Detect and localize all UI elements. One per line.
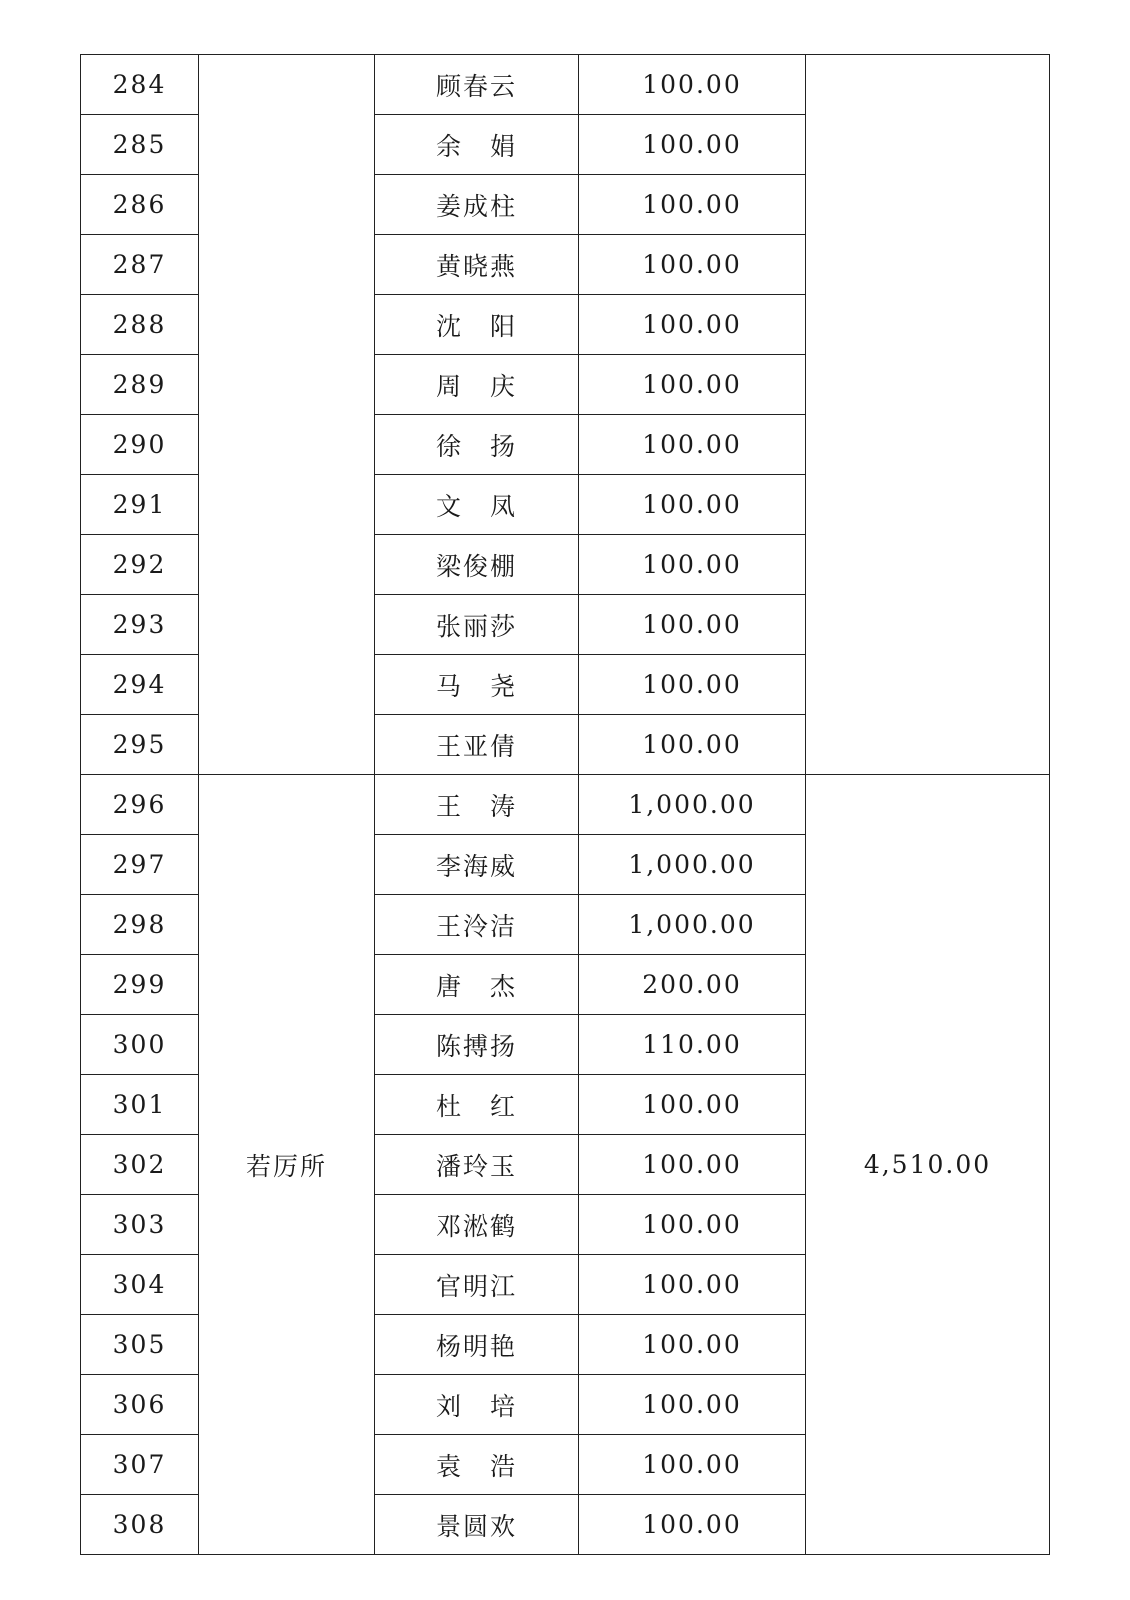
donation-ledger-table — [80, 54, 1050, 1555]
row-number-cell: 289 — [81, 355, 199, 415]
unit-cell: 若厉所 — [199, 775, 375, 1555]
row-number-cell: 305 — [81, 1315, 199, 1375]
amount-cell: 100.00 — [579, 235, 806, 295]
amount-cell: 100.00 — [579, 175, 806, 235]
amount-cell: 100.00 — [579, 1435, 806, 1495]
name-cell: 马 尧 — [375, 655, 579, 715]
row-number-cell: 293 — [81, 595, 199, 655]
table-row — [81, 775, 1050, 835]
amount-cell: 100.00 — [579, 1135, 806, 1195]
amount-cell: 100.00 — [579, 1195, 806, 1255]
row-number-cell: 307 — [81, 1435, 199, 1495]
amount-cell: 100.00 — [579, 535, 806, 595]
row-number-cell: 302 — [81, 1135, 199, 1195]
name-cell: 李海威 — [375, 835, 579, 895]
group-total-cell — [806, 55, 1050, 775]
row-number-cell: 296 — [81, 775, 199, 835]
row-number-cell: 300 — [81, 1015, 199, 1075]
name-cell: 顾春云 — [375, 55, 579, 115]
row-number-cell: 294 — [81, 655, 199, 715]
ledger-body — [81, 55, 1050, 1555]
name-cell: 袁 浩 — [375, 1435, 579, 1495]
amount-cell: 100.00 — [579, 355, 806, 415]
amount-cell: 100.00 — [579, 415, 806, 475]
row-number-cell: 286 — [81, 175, 199, 235]
unit-cell — [199, 55, 375, 775]
name-cell: 杨明艳 — [375, 1315, 579, 1375]
table-row — [81, 55, 1050, 115]
amount-cell: 100.00 — [579, 1375, 806, 1435]
amount-cell: 110.00 — [579, 1015, 806, 1075]
amount-cell: 100.00 — [579, 1495, 806, 1555]
row-number-cell: 297 — [81, 835, 199, 895]
amount-cell: 100.00 — [579, 655, 806, 715]
row-number-cell: 288 — [81, 295, 199, 355]
name-cell: 文 凤 — [375, 475, 579, 535]
name-cell: 王 涛 — [375, 775, 579, 835]
row-number-cell: 284 — [81, 55, 199, 115]
amount-cell: 100.00 — [579, 475, 806, 535]
row-number-cell: 303 — [81, 1195, 199, 1255]
name-cell: 余 娟 — [375, 115, 579, 175]
row-number-cell: 287 — [81, 235, 199, 295]
row-number-cell: 308 — [81, 1495, 199, 1555]
amount-cell: 1,000.00 — [579, 775, 806, 835]
name-cell: 徐 扬 — [375, 415, 579, 475]
name-cell: 杜 红 — [375, 1075, 579, 1135]
name-cell: 梁俊棚 — [375, 535, 579, 595]
name-cell: 官明江 — [375, 1255, 579, 1315]
amount-cell: 100.00 — [579, 1075, 806, 1135]
amount-cell: 100.00 — [579, 715, 806, 775]
name-cell: 沈 阳 — [375, 295, 579, 355]
name-cell: 姜成柱 — [375, 175, 579, 235]
name-cell: 黄晓燕 — [375, 235, 579, 295]
row-number-cell: 291 — [81, 475, 199, 535]
name-cell: 周 庆 — [375, 355, 579, 415]
row-number-cell: 298 — [81, 895, 199, 955]
amount-cell: 100.00 — [579, 295, 806, 355]
amount-cell: 200.00 — [579, 955, 806, 1015]
name-cell: 陈搏扬 — [375, 1015, 579, 1075]
row-number-cell: 292 — [81, 535, 199, 595]
name-cell: 景圆欢 — [375, 1495, 579, 1555]
amount-cell: 1,000.00 — [579, 895, 806, 955]
amount-cell: 100.00 — [579, 115, 806, 175]
amount-cell: 1,000.00 — [579, 835, 806, 895]
row-number-cell: 301 — [81, 1075, 199, 1135]
row-number-cell: 306 — [81, 1375, 199, 1435]
row-number-cell: 295 — [81, 715, 199, 775]
name-cell: 潘玲玉 — [375, 1135, 579, 1195]
row-number-cell: 304 — [81, 1255, 199, 1315]
name-cell: 王亚倩 — [375, 715, 579, 775]
amount-cell: 100.00 — [579, 1255, 806, 1315]
amount-cell: 100.00 — [579, 595, 806, 655]
row-number-cell: 285 — [81, 115, 199, 175]
amount-cell: 100.00 — [579, 55, 806, 115]
name-cell: 张丽莎 — [375, 595, 579, 655]
group-total-cell: 4,510.00 — [806, 775, 1050, 1555]
name-cell: 王泠洁 — [375, 895, 579, 955]
name-cell: 唐 杰 — [375, 955, 579, 1015]
amount-cell: 100.00 — [579, 1315, 806, 1375]
name-cell: 邓淞鹤 — [375, 1195, 579, 1255]
row-number-cell: 299 — [81, 955, 199, 1015]
name-cell: 刘 培 — [375, 1375, 579, 1435]
row-number-cell: 290 — [81, 415, 199, 475]
